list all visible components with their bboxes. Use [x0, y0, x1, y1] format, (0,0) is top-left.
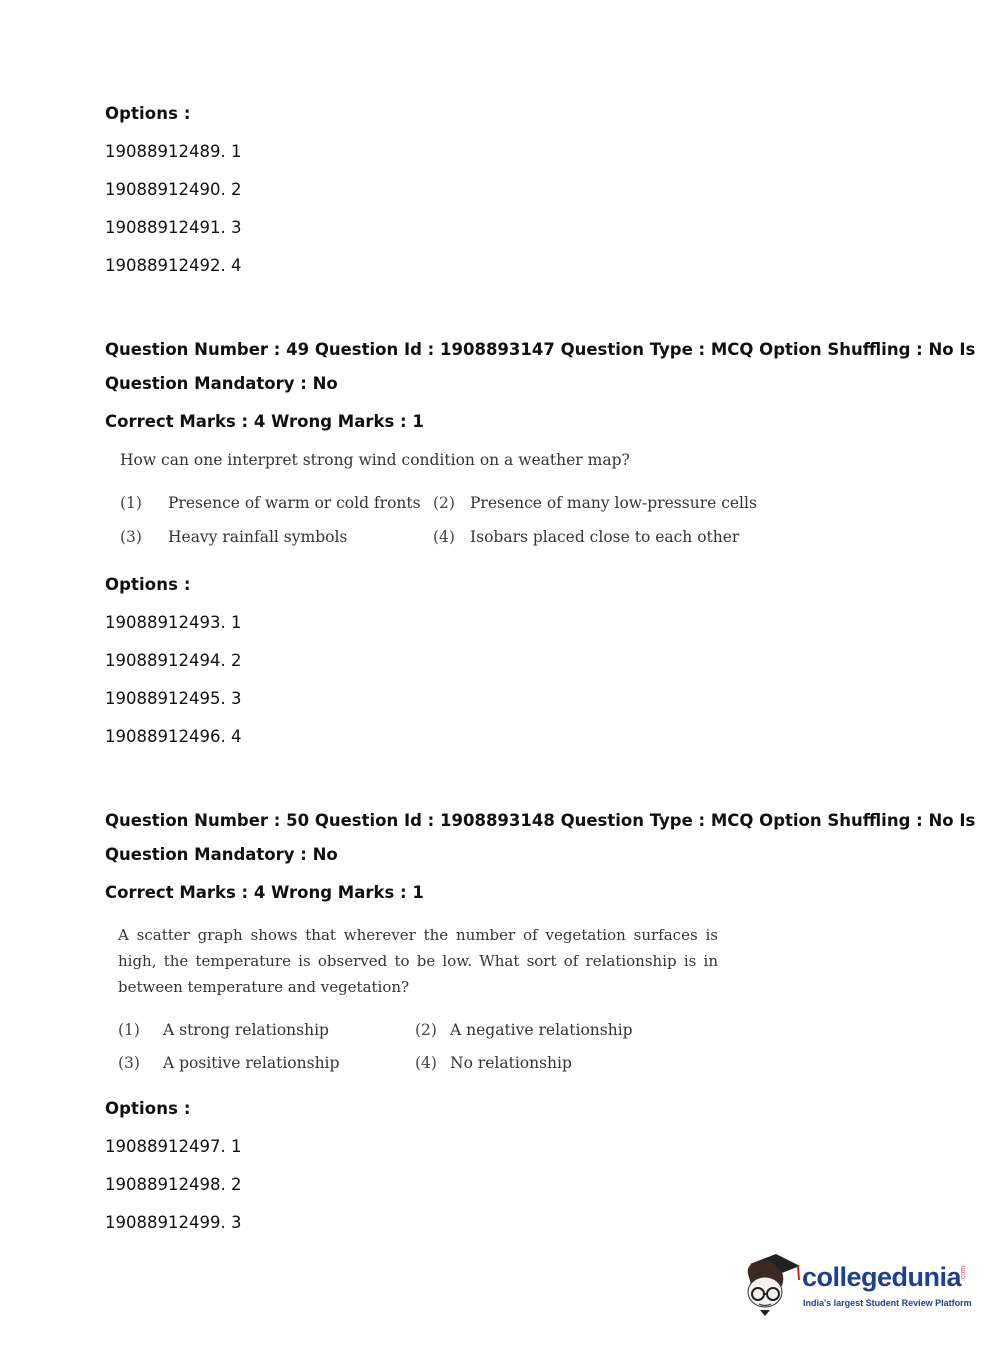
choice-number: (3) [120, 528, 142, 546]
choice-text: Presence of warm or cold fronts [168, 494, 421, 512]
question-stem: How can one interpret strong wind condition on a weather map? [120, 451, 630, 469]
choice-text: Presence of many low-pressure cells [470, 494, 757, 512]
logo-tagline: India's largest Student Review Platform [803, 1298, 972, 1308]
option-item: 19088912497. 1 [105, 1137, 242, 1156]
option-item: 19088912496. 4 [105, 727, 242, 746]
logo-com: .com [960, 1265, 968, 1282]
collegedunia-logo [742, 1250, 972, 1320]
question-stem: A scatter graph shows that wherever the number of vegetation surfaces is high, the temperature is observed to be low. What sort of relationship is in between temperature and vegetation? [118, 926, 718, 996]
option-item: 19088912498. 2 [105, 1175, 242, 1194]
question-mandatory: Question Mandatory : No [105, 374, 338, 393]
option-item: 19088912490. 2 [105, 180, 242, 199]
question-mandatory: Question Mandatory : No [105, 845, 338, 864]
option-item: 19088912494. 2 [105, 651, 242, 670]
choice-text: Heavy rainfall symbols [168, 528, 348, 546]
option-item: 19088912495. 3 [105, 689, 242, 708]
choice-text: A strong relationship [163, 1021, 329, 1039]
option-item: 19088912491. 3 [105, 218, 242, 237]
options-label: Options : [105, 1099, 191, 1118]
question-marks: Correct Marks : 4 Wrong Marks : 1 [105, 883, 424, 902]
options-label: Options : [105, 575, 191, 594]
option-item: 19088912499. 3 [105, 1213, 242, 1232]
choice-text: Isobars placed close to each other [470, 528, 740, 546]
choice-number: (4) [415, 1054, 437, 1072]
option-item: 19088912489. 1 [105, 142, 242, 161]
choice-number: (2) [433, 494, 455, 512]
choice-text: A negative relationship [450, 1021, 633, 1039]
logo-name: collegedunia [802, 1262, 962, 1292]
choice-text: A positive relationship [163, 1054, 340, 1072]
options-label: Options : [105, 104, 191, 123]
choice-number: (2) [415, 1021, 437, 1039]
question-header: Question Number : 49 Question Id : 1908893147 Question Type : MCQ Option Shuffling : No Is [105, 340, 976, 359]
choice-text: No relationship [450, 1054, 572, 1072]
option-item: 19088912493. 1 [105, 613, 242, 632]
choice-number: (1) [120, 494, 142, 512]
question-header: Question Number : 50 Question Id : 1908893148 Question Type : MCQ Option Shuffling : No Is [105, 811, 976, 830]
option-item: 19088912492. 4 [105, 256, 242, 275]
mascot-icon [742, 1250, 802, 1320]
choice-number: (4) [433, 528, 455, 546]
choice-number: (1) [118, 1021, 140, 1039]
choice-number: (3) [118, 1054, 140, 1072]
question-marks: Correct Marks : 4 Wrong Marks : 1 [105, 412, 424, 431]
